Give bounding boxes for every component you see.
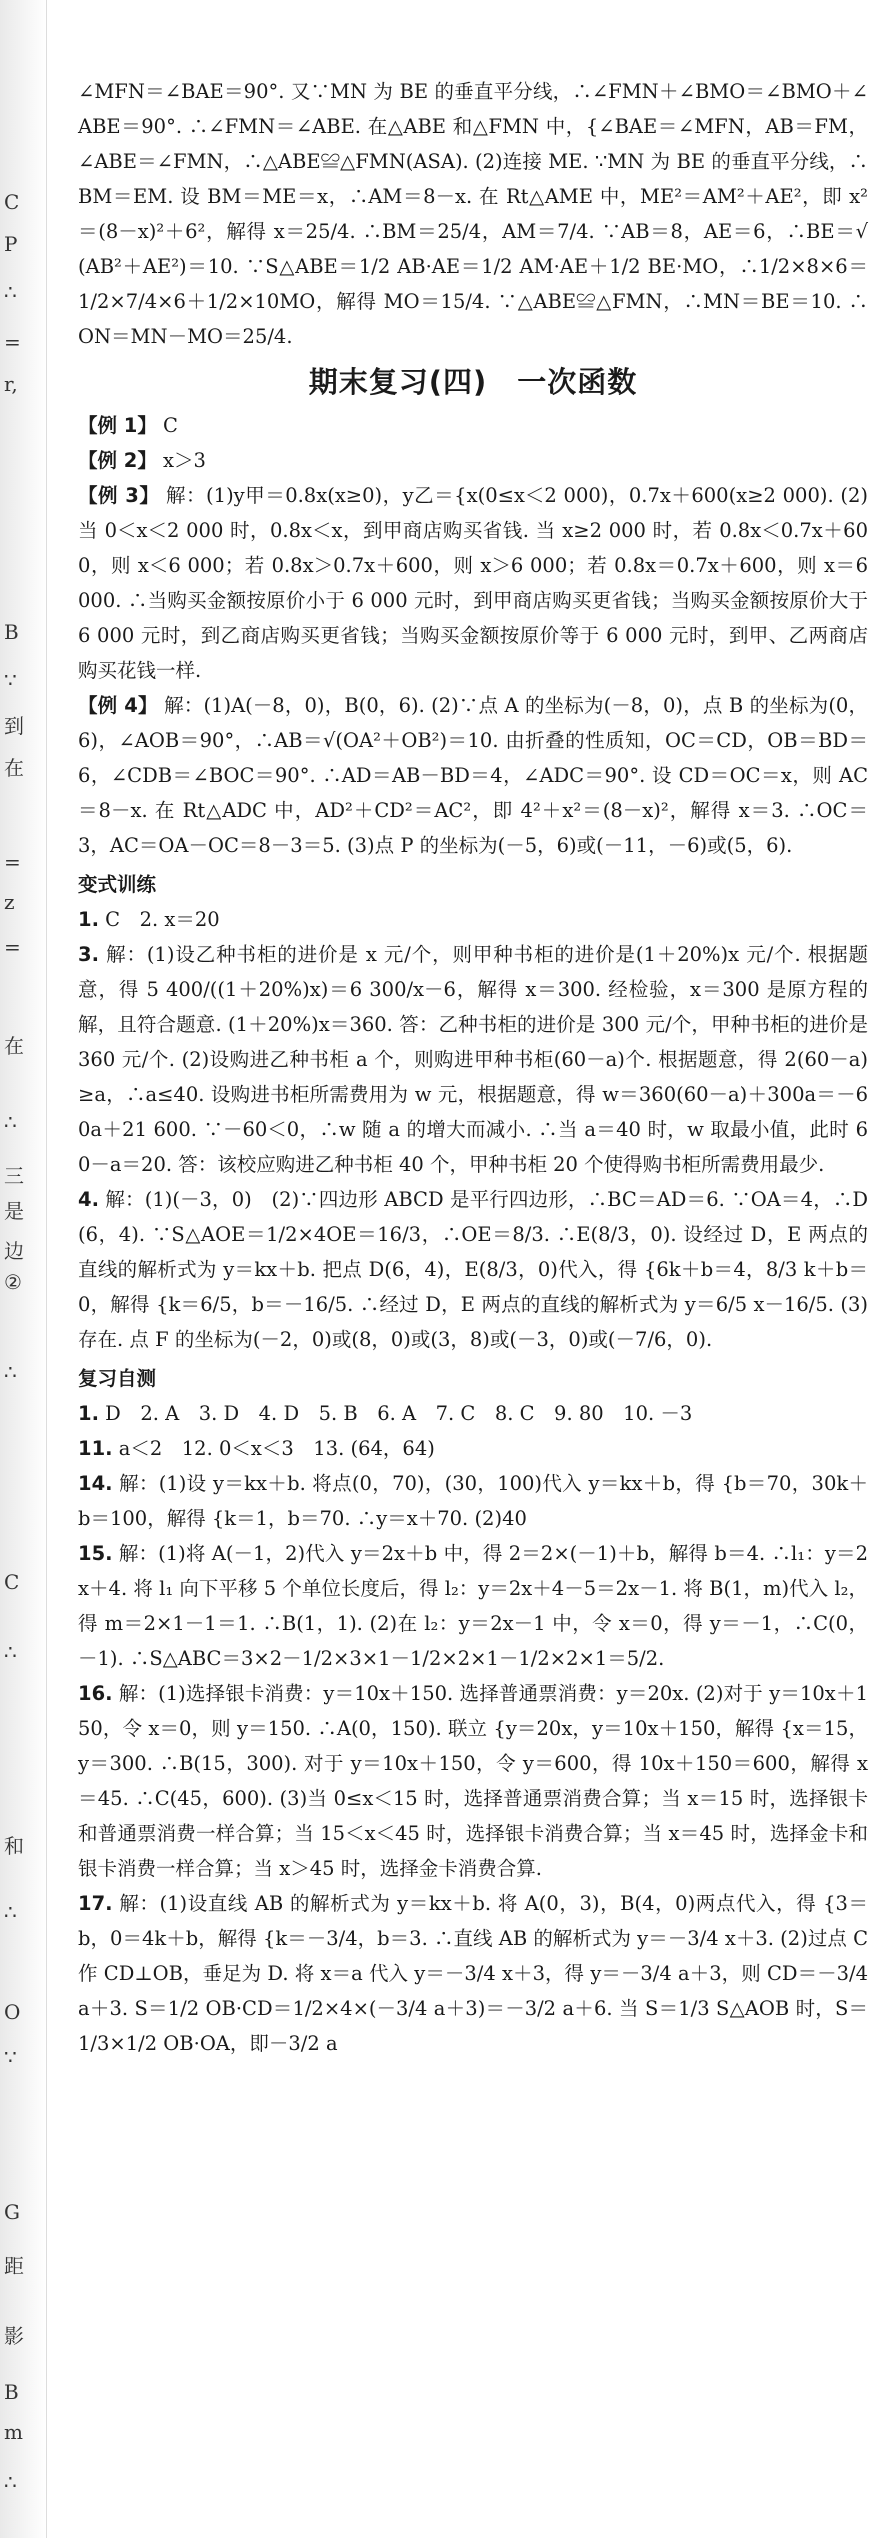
example-item-label: 【例 4】: [78, 694, 158, 717]
gutter-mark: P: [4, 232, 18, 256]
review-item-label: 15.: [78, 1542, 113, 1565]
review-item: [78, 1396, 868, 1431]
gutter-mark: ∴: [4, 1360, 17, 1384]
variant-item-text: 解：(1)设乙种书柜的进价是 x 元/个，则甲种书柜的进价是(1＋20%)x 元/个. 根据题意，得 5 400/((1＋20%)x)＝6 300/x－6，解得 x＝300. 经检验，x＝300 是原方程的解，且符合题意. (1＋20%)x＝360. 答：乙种书柜的进价是 300 元/个，甲种书柜的进价是 360 元/个. (2)设购进乙种书柜 a 个，则购进甲种书柜(60－a)个. 根据题意，得 2(60－a)≥a，∴a≤40. 设购进书柜所需费用为 w 元，根据题意，得 w＝360(60－a)＋300a＝－60a＋21 600. ∵－60＜0，∴w 随 a 的增大而减小. ∴当 a＝40 时，w 取最小值，此时 60－a＝20. 答：该校应购进乙种书柜 40 个，甲种书柜 20 个使得购书柜所需费用最少.: [78, 943, 868, 1176]
example-item-text: 解：(1)y甲＝0.8x(x≥0)，y乙＝{x(0≤x＜2 000)，0.7x＋600(x≥2 000). (2)当 0＜x＜2 000 时，0.8x＜x，到甲商店购买省钱. 当 x≥2 000 时，若 0.8x＜0.7x＋600，则 x＜6 000；若 0.8x＞0.7x＋600，则 x＞6 000；若 0.8x＝0.7x＋600，则 x＝6 000. ∴当购买金额按原价小于 6 000 元时，到甲商店购买更省钱；当购买金额按原价大于 6 000 元时，到乙商店购买更省钱；当购买金额按原价等于 6 000 元时，到甲、乙两商店购买花钱一样.: [78, 484, 868, 682]
section-title: 期末复习(四) 一次函数: [308, 365, 638, 399]
review-item-text: a＜2 12. 0＜x＜3 13. (64，64): [112, 1437, 435, 1460]
review-item-text: 解：(1)设直线 AB 的解析式为 y＝kx＋b. 将 A(0，3)，B(4，0)两点代入，得 {3＝b，0＝4k＋b，解得 {k＝－3/4，b＝3. ∴直线 AB 的解析式为 y＝－3/4 x＋3. (2)过点 C 作 CD⊥OB，垂足为 D. 将 x＝a 代入 y＝－3/4 x＋3，得 y＝－3/4 a＋3，则 CD＝－3/4 a＋3. S＝1/2 OB·CD＝1/2×4×(－3/4 a＋3)＝－3/2 a＋6. 当 S＝1/3 S△AOB 时，S＝1/3×1/2 OB·OA，即－3/2 a: [78, 1892, 868, 2055]
answer-page: [78, 74, 868, 2061]
variant-item-label: 3.: [78, 943, 99, 966]
review-item-label: 16.: [78, 1682, 113, 1705]
gutter-mark: 在: [4, 1034, 24, 1058]
review-item: [78, 1431, 868, 1466]
review-item-label: 11.: [78, 1437, 113, 1460]
gutter-mark: 在: [4, 756, 24, 780]
gutter-mark: ∴: [4, 280, 17, 304]
gutter-mark: B: [4, 2380, 19, 2404]
example-item-label: 【例 1】: [78, 414, 157, 437]
variant-items-block: [78, 902, 868, 1357]
example-item-text: 解：(1)A(－8，0)，B(0，6). (2)∵点 A 的坐标为(－8，0)，点 B 的坐标为(0，6)，∠AOB＝90°，∴AB＝√(OA²＋OB²)＝10. 由折叠的性质知，OC＝CD，OB＝BD＝6，∠CDB＝∠BOC＝90°. ∴AD＝AB－BD＝4，∠ADC＝90°. 设 CD＝OC＝x，则 AC＝8－x. 在 Rt△ADC 中，AD²＋CD²＝AC²，即 4²＋x²＝(8－x)²，解得 x＝3. ∴OC＝3，AC＝OA－OC＝8－3＝5. (3)点 P 的坐标为(－5，6)或(－11，－6)或(5，6).: [78, 694, 869, 857]
review-item: [78, 1466, 868, 1536]
review-item: [78, 1536, 868, 1676]
variant-item-label: 1.: [78, 908, 99, 931]
variant-item-text: 解：(1)(－3，0) (2)∵四边形 ABCD 是平行四边形，∴BC＝AD＝6. ∵OA＝4，∴D(6，4). ∵S△AOE＝1/2×4OE＝16/3，∴OE＝8/3. ∴E(8/3，0). 设经过 D，E 两点的直线的解析式为 y＝kx＋b. 把点 D(6，4)，E(8/3，0)代入，得 {6k＋b＝4，8/3 k＋b＝0，解得 {k＝6/5，b＝－16/5. ∴经过 D，E 两点的直线的解析式为 y＝6/5 x－16/5. (3)存在. 点 F 的坐标为(－2，0)或(8，0)或(3，8)或(－3，0)或(－7/6，0).: [78, 1188, 869, 1351]
review-item-label: 1.: [78, 1402, 99, 1425]
gutter-mark: O: [4, 2000, 21, 2024]
example-item-text: x＞3: [156, 449, 206, 472]
gutter-mark: B: [4, 620, 19, 644]
review-item: [78, 1886, 868, 2061]
gutter-mark: r,: [4, 372, 18, 396]
gutter-mark: 边: [4, 1239, 24, 1263]
gutter-mark: ∴: [4, 1900, 17, 1924]
gutter-mark: ∴: [4, 1110, 17, 1134]
gutter-mark: 和: [4, 1834, 24, 1858]
gutter-mark: 是: [4, 1199, 24, 1223]
gutter-mark: ∵: [4, 2045, 17, 2069]
gutter-mark: z: [4, 890, 15, 914]
gutter-mark: 影: [4, 2324, 24, 2348]
example-item-label: 【例 2】: [78, 449, 157, 472]
review-item-text: 解：(1)将 A(－1，2)代入 y＝2x＋b 中，得 2＝2×(－1)＋b，解得 b＝4. ∴l₁：y＝2x＋4. 将 l₁ 向下平移 5 个单位长度后，得 l₂：y＝2x＋4－5＝2x－1. 将 B(1，m)代入 l₂，得 m＝2×1－1＝1. ∴B(1，1). (2)在 l₂：y＝2x－1 中，令 x＝0，得 y＝－1，∴C(0，－1). ∴S△ABC＝3×2－1/2×3×1－1/2×2×1－1/2×2×1＝5/2.: [78, 1542, 868, 1670]
review-item: [78, 1676, 868, 1886]
gutter-mark: 到: [4, 714, 24, 738]
gutter-mark: ∴: [4, 1640, 17, 1664]
example-item: [78, 478, 868, 688]
example-item-text: C: [156, 414, 178, 437]
review-item-label: 14.: [78, 1472, 113, 1495]
variant-item-text: C 2. x＝20: [98, 908, 220, 931]
gutter-mark: C: [4, 1570, 20, 1594]
intro-paragraph: ∠MFN＝∠BAE＝90°. 又∵MN 为 BE 的垂直平分线，∴∠FMN＋∠BMO＝∠BMO＋∠ABE＝90°. ∴∠FMN＝∠ABE. 在△ABE 和△FMN 中，{∠BAE＝∠MFN，AB＝FM，∠ABE＝∠FMN，∴△ABE≌△FMN(ASA). (2)连接 ME. ∵MN 为 BE 的垂直平分线，∴BM＝EM. 设 BM＝ME＝x，∴AM＝8－x. 在 Rt△AME 中，ME²＝AM²＋AE²，即 x²＝(8－x)²＋6²，解得 x＝25/4. ∴BM＝25/4，AM＝7/4. ∵AB＝8，AE＝6，∴BE＝√(AB²＋AE²)＝10. ∵S△ABE＝1/2 AB·AE＝1/2 AM·AE＋1/2 BE·MO，∴1/2×8×6＝1/2×7/4×6＋1/2×10MO，解得 MO＝15/4. ∵△ABE≌△FMN，∴MN＝BE＝10. ∴ON＝MN－MO＝25/4.: [78, 80, 868, 348]
review-item-text: D 2. A 3. D 4. D 5. B 6. A 7. C 8. C 9. 80 10. －3: [98, 1402, 693, 1425]
gutter-mark: =: [4, 850, 21, 874]
variant-item: [78, 1182, 868, 1357]
gutter-mark: C: [4, 190, 20, 214]
gutter-mark: 距: [4, 2254, 24, 2278]
gutter-mark: =: [4, 330, 21, 354]
review-item-label: 17.: [78, 1892, 113, 1915]
gutter-mark: =: [4, 935, 21, 959]
gutter-mark: 三: [4, 1164, 24, 1188]
intro-block: [78, 74, 868, 354]
review-item-text: 解：(1)选择银卡消费：y＝10x＋150. 选择普通票消费：y＝20x. (2)对于 y＝10x＋150，令 x＝0，则 y＝150. ∴A(0，150). 联立 {y＝20x，y＝10x＋150，解得 {x＝15，y＝300. ∴B(15，300). 对于 y＝10x＋150，令 y＝600，得 10x＋150＝600，解得 x＝45. ∴C(45，600). (3)当 0≤x＜15 时，选择普通票消费合算；当 x＝15 时，选择银卡和普通票消费一样合算；当 15＜x＜45 时，选择银卡消费合算；当 x＝45 时，选择金卡和银卡消费一样合算；当 x＞45 时，选择金卡消费合算.: [78, 1682, 868, 1880]
example-item: [78, 443, 868, 478]
variant-item: [78, 937, 868, 1182]
examples-block: [78, 408, 868, 863]
example-item-label: 【例 3】: [78, 484, 160, 507]
example-item: [78, 688, 868, 863]
variant-training-title: 变式训练: [78, 873, 157, 896]
gutter-mark: ∴: [4, 2470, 17, 2494]
variant-item-label: 4.: [78, 1188, 99, 1211]
gutter-mark: ∵: [4, 668, 17, 692]
gutter-mark: m: [4, 2420, 23, 2444]
gutter-mark: ②: [4, 1270, 22, 1294]
review-title: 复习自测: [78, 1367, 157, 1390]
review-item-text: 解：(1)设 y＝kx＋b. 将点(0，70)，(30，100)代入 y＝kx＋b，得 {b＝70，30k＋b＝100，解得 {k＝1，b＝70. ∴y＝x＋70. (2)40: [78, 1472, 868, 1530]
variant-item: [78, 902, 868, 937]
review-items-block: [78, 1396, 868, 2061]
example-item: [78, 408, 868, 443]
binding-gutter: [0, 0, 47, 2538]
gutter-mark: G: [4, 2200, 20, 2224]
